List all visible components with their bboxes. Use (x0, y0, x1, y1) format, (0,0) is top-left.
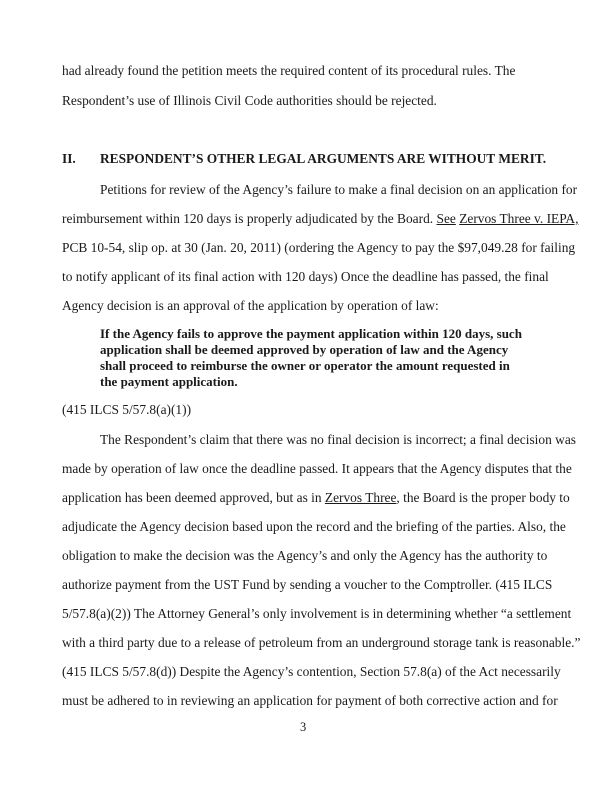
block-quote-line: application shall be deemed approved by operation of law and the Agency (100, 342, 509, 357)
paragraph-line: The Respondent’s claim that there was no final decision is incorrect; a final decision was (100, 432, 576, 447)
paragraph-line: obligation to make the decision was the Agency’s and only the Agency has the authority to (62, 548, 548, 563)
section-number: II. (62, 151, 76, 166)
paragraph-line: Petitions for review of the Agency’s failure to make a final decision on an application for (100, 182, 578, 197)
paragraph-line: (415 ILCS 5/57.8(d)) Despite the Agency’s contention, Section 57.8(a) of the Act necessarily (62, 664, 561, 679)
page-number: 3 (300, 720, 307, 734)
statute-citation: (415 ILCS 5/57.8(a)(1)) (62, 402, 192, 417)
paragraph-line: with a third party due to a release of petroleum from an underground storage tank is reasonable.” (62, 635, 581, 650)
block-quote-line: If the Agency fails to approve the payment application within 120 days, such (100, 326, 522, 341)
block-quote-line: the payment application. (100, 374, 238, 389)
paragraph-text: reimbursement within 120 days is properly adjudicated by the Board. (62, 211, 434, 226)
paragraph-line: authorize payment from the UST Fund by sending a voucher to the Comptroller. (415 ILCS (62, 577, 553, 592)
paragraph-line: to notify applicant of its final action with 120 days) Once the deadline has passed, the final (62, 269, 549, 284)
paragraph-line: 5/57.8(a)(2)) The Attorney General’s only involvement is in determining whether “a settlement (62, 606, 572, 621)
paragraph-line: adjudicate the Agency decision based upon the record and the briefing of the parties. Also, the (62, 519, 566, 534)
block-quote-line: shall proceed to reimburse the owner or operator the amount requested in (100, 358, 510, 373)
signal-see: See (436, 211, 456, 226)
paragraph-line (62, 211, 578, 227)
paragraph-line: had already found the petition meets the required content of its procedural rules. The (62, 63, 516, 78)
case-citation: Zervos Three (324, 490, 397, 505)
case-citation: Zervos Three v. IEPA, (459, 211, 579, 226)
paragraph-text: , the Board is the proper body to (396, 490, 570, 505)
paragraph-line: Agency decision is an approval of the application by operation of law: (62, 298, 439, 313)
paragraph-text: application has been deemed approved, but as in (62, 490, 322, 505)
paragraph-line: PCB 10-54, slip op. at 30 (Jan. 20, 2011) (ordering the Agency to pay the $97,049.28 for failing (62, 240, 576, 255)
paragraph-line: must be adhered to in reviewing an application for payment of both corrective action and for (62, 693, 558, 708)
paragraph-line: Respondent’s use of Illinois Civil Code authorities should be rejected. (62, 93, 437, 108)
paragraph-line (62, 490, 570, 506)
section-heading: RESPONDENT’S OTHER LEGAL ARGUMENTS ARE WITHOUT MERIT. (100, 151, 547, 166)
paragraph-line: made by operation of law once the deadline passed. It appears that the Agency disputes that the (62, 461, 572, 476)
